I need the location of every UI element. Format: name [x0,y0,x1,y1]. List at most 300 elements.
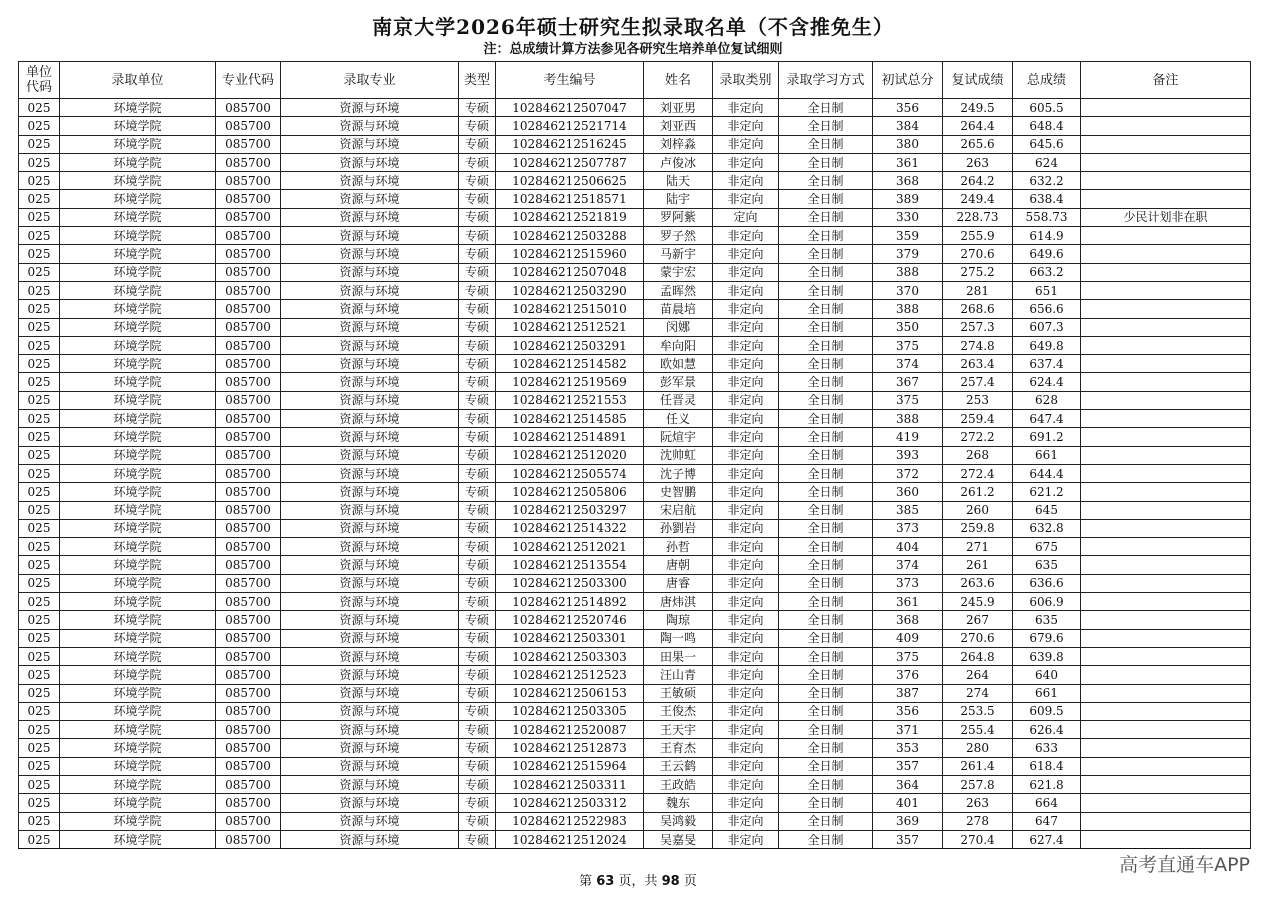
cell-unit-code: 025 [19,684,60,702]
table-row [19,830,1251,848]
cell-candidate-number: 102846212503312 [496,794,644,812]
cell-admission-category: 非定向 [713,355,779,373]
cell-admission-unit: 环境学院 [60,464,216,482]
cell-major: 资源与环境 [281,318,459,336]
cell-major-code: 085700 [216,666,281,684]
cell-initial-score: 359 [873,227,943,245]
cell-major-code: 085700 [216,611,281,629]
cell-major: 资源与环境 [281,593,459,611]
cell-initial-score: 375 [873,391,943,409]
cell-admission-unit: 环境学院 [60,593,216,611]
cell-admission-unit: 环境学院 [60,428,216,446]
cell-name: 任晋灵 [644,391,713,409]
cell-type: 专硕 [459,336,496,354]
header-major-code: 专业代码 [216,62,281,99]
cell-retest-score: 263 [943,153,1013,171]
table-row [19,117,1251,135]
cell-type: 专硕 [459,391,496,409]
table-row [19,190,1251,208]
cell-candidate-number: 102846212515964 [496,757,644,775]
table-row [19,684,1251,702]
cell-unit-code: 025 [19,117,60,135]
cell-major: 资源与环境 [281,355,459,373]
cell-name: 田果一 [644,647,713,665]
header-admission-unit: 录取单位 [60,62,216,99]
cell-total-score: 609.5 [1013,702,1081,720]
table-row [19,172,1251,190]
cell-remarks [1081,684,1251,702]
cell-unit-code: 025 [19,519,60,537]
cell-retest-score: 270.4 [943,830,1013,848]
cell-type: 专硕 [459,556,496,574]
cell-candidate-number: 102846212503305 [496,702,644,720]
cell-admission-category: 非定向 [713,172,779,190]
cell-initial-score: 373 [873,519,943,537]
cell-major-code: 085700 [216,99,281,117]
cell-initial-score: 387 [873,684,943,702]
cell-name: 彭军景 [644,373,713,391]
cell-major: 资源与环境 [281,483,459,501]
cell-total-score: 661 [1013,446,1081,464]
table-row [19,263,1251,281]
cell-type: 专硕 [459,775,496,793]
header-initial-score: 初试总分 [873,62,943,99]
cell-remarks [1081,410,1251,428]
cell-admission-unit: 环境学院 [60,830,216,848]
cell-name: 孙劉岩 [644,519,713,537]
cell-total-score: 621.2 [1013,483,1081,501]
table-row [19,281,1251,299]
cell-candidate-number: 102846212503303 [496,647,644,665]
cell-major: 资源与环境 [281,190,459,208]
cell-admission-category: 非定向 [713,336,779,354]
cell-initial-score: 356 [873,99,943,117]
cell-major: 资源与环境 [281,647,459,665]
cell-unit-code: 025 [19,373,60,391]
cell-remarks [1081,245,1251,263]
cell-remarks [1081,172,1251,190]
cell-name: 宋启航 [644,501,713,519]
cell-candidate-number: 102846212506153 [496,684,644,702]
cell-retest-score: 263.4 [943,355,1013,373]
cell-study-mode: 全日制 [779,208,873,226]
cell-admission-unit: 环境学院 [60,684,216,702]
cell-name: 罗子然 [644,227,713,245]
cell-type: 专硕 [459,300,496,318]
cell-retest-score: 264.2 [943,172,1013,190]
cell-major: 资源与环境 [281,446,459,464]
table-row [19,501,1251,519]
cell-name: 王天宇 [644,721,713,739]
cell-remarks [1081,611,1251,629]
header-candidate-number: 考生编号 [496,62,644,99]
cell-name: 孟晖然 [644,281,713,299]
table-row [19,556,1251,574]
cell-major-code: 085700 [216,117,281,135]
cell-remarks [1081,355,1251,373]
cell-total-score: 607.3 [1013,318,1081,336]
cell-admission-category: 非定向 [713,446,779,464]
cell-remarks [1081,428,1251,446]
cell-admission-category: 非定向 [713,739,779,757]
cell-unit-code: 025 [19,757,60,775]
watermark: 高考直通车APP [1119,854,1250,876]
cell-total-score: 664 [1013,794,1081,812]
header-remarks: 备注 [1081,62,1251,99]
cell-study-mode: 全日制 [779,794,873,812]
cell-admission-unit: 环境学院 [60,574,216,592]
cell-admission-category: 非定向 [713,464,779,482]
cell-unit-code: 025 [19,812,60,830]
cell-remarks [1081,794,1251,812]
cell-name: 吴嘉旻 [644,830,713,848]
cell-initial-score: 419 [873,428,943,446]
cell-major: 资源与环境 [281,117,459,135]
cell-type: 专硕 [459,684,496,702]
cell-admission-category: 非定向 [713,593,779,611]
cell-name: 沈帅虹 [644,446,713,464]
cell-study-mode: 全日制 [779,666,873,684]
cell-retest-score: 263.6 [943,574,1013,592]
cell-major-code: 085700 [216,812,281,830]
cell-total-score: 605.5 [1013,99,1081,117]
cell-retest-score: 263 [943,794,1013,812]
cell-name: 陆宇 [644,190,713,208]
table-row [19,300,1251,318]
table-row [19,410,1251,428]
cell-initial-score: 379 [873,245,943,263]
cell-major-code: 085700 [216,172,281,190]
cell-admission-category: 非定向 [713,501,779,519]
cell-retest-score: 268 [943,446,1013,464]
cell-candidate-number: 102846212503301 [496,629,644,647]
cell-type: 专硕 [459,702,496,720]
cell-remarks [1081,739,1251,757]
cell-study-mode: 全日制 [779,117,873,135]
cell-major: 资源与环境 [281,666,459,684]
cell-admission-category: 非定向 [713,373,779,391]
cell-total-score: 614.9 [1013,227,1081,245]
header-major: 录取专业 [281,62,459,99]
cell-candidate-number: 102846212512024 [496,830,644,848]
cell-major-code: 085700 [216,721,281,739]
cell-major: 资源与环境 [281,172,459,190]
cell-retest-score: 274 [943,684,1013,702]
cell-remarks [1081,757,1251,775]
cell-retest-score: 271 [943,538,1013,556]
cell-initial-score: 371 [873,721,943,739]
cell-major: 资源与环境 [281,227,459,245]
cell-total-score: 624 [1013,153,1081,171]
cell-unit-code: 025 [19,135,60,153]
cell-type: 专硕 [459,629,496,647]
cell-admission-category: 定向 [713,208,779,226]
cell-initial-score: 368 [873,172,943,190]
cell-major: 资源与环境 [281,99,459,117]
table-row [19,702,1251,720]
cell-major-code: 085700 [216,593,281,611]
cell-initial-score: 380 [873,135,943,153]
cell-type: 专硕 [459,483,496,501]
cell-study-mode: 全日制 [779,611,873,629]
table-row [19,775,1251,793]
cell-candidate-number: 102846212503311 [496,775,644,793]
cell-retest-score: 249.4 [943,190,1013,208]
cell-retest-score: 255.4 [943,721,1013,739]
cell-candidate-number: 102846212512523 [496,666,644,684]
cell-name: 王俊杰 [644,702,713,720]
table-row [19,647,1251,665]
cell-total-score: 606.9 [1013,593,1081,611]
cell-admission-unit: 环境学院 [60,245,216,263]
cell-remarks [1081,647,1251,665]
cell-admission-category: 非定向 [713,794,779,812]
cell-type: 专硕 [459,263,496,281]
cell-admission-unit: 环境学院 [60,794,216,812]
cell-initial-score: 374 [873,355,943,373]
page-suffix: 页 [683,874,697,889]
cell-type: 专硕 [459,611,496,629]
cell-study-mode: 全日制 [779,464,873,482]
cell-remarks [1081,336,1251,354]
cell-total-score: 691.2 [1013,428,1081,446]
cell-major-code: 085700 [216,135,281,153]
cell-retest-score: 264.8 [943,647,1013,665]
cell-admission-category: 非定向 [713,483,779,501]
header-study-mode: 录取学习方式 [779,62,873,99]
cell-admission-category: 非定向 [713,428,779,446]
cell-candidate-number: 102846212505806 [496,483,644,501]
cell-initial-score: 385 [873,501,943,519]
cell-admission-unit: 环境学院 [60,629,216,647]
cell-admission-category: 非定向 [713,556,779,574]
cell-retest-score: 257.4 [943,373,1013,391]
cell-study-mode: 全日制 [779,775,873,793]
cell-admission-unit: 环境学院 [60,117,216,135]
cell-initial-score: 357 [873,757,943,775]
cell-remarks [1081,556,1251,574]
cell-major-code: 085700 [216,208,281,226]
cell-admission-unit: 环境学院 [60,153,216,171]
cell-type: 专硕 [459,757,496,775]
cell-candidate-number: 102846212512521 [496,318,644,336]
cell-type: 专硕 [459,135,496,153]
cell-unit-code: 025 [19,355,60,373]
cell-name: 王敏硕 [644,684,713,702]
cell-remarks [1081,702,1251,720]
table-row [19,336,1251,354]
cell-major-code: 085700 [216,501,281,519]
cell-unit-code: 025 [19,281,60,299]
cell-candidate-number: 102846212520087 [496,721,644,739]
cell-study-mode: 全日制 [779,538,873,556]
cell-type: 专硕 [459,830,496,848]
cell-study-mode: 全日制 [779,135,873,153]
cell-study-mode: 全日制 [779,227,873,245]
cell-type: 专硕 [459,647,496,665]
cell-retest-score: 257.8 [943,775,1013,793]
cell-major-code: 085700 [216,190,281,208]
cell-initial-score: 364 [873,775,943,793]
cell-retest-score: 255.9 [943,227,1013,245]
cell-candidate-number: 102846212518571 [496,190,644,208]
cell-candidate-number: 102846212514322 [496,519,644,537]
cell-major: 资源与环境 [281,300,459,318]
cell-candidate-number: 102846212519569 [496,373,644,391]
cell-remarks [1081,593,1251,611]
cell-candidate-number: 102846212521819 [496,208,644,226]
cell-total-score: 644.4 [1013,464,1081,482]
cell-name: 刘梓淼 [644,135,713,153]
cell-type: 专硕 [459,208,496,226]
cell-admission-category: 非定向 [713,410,779,428]
cell-total-score: 647 [1013,812,1081,830]
header-admission-category: 录取类别 [713,62,779,99]
cell-retest-score: 245.9 [943,593,1013,611]
cell-total-score: 661 [1013,684,1081,702]
page-prefix: 第 [579,874,593,889]
cell-admission-unit: 环境学院 [60,501,216,519]
cell-initial-score: 361 [873,153,943,171]
cell-admission-unit: 环境学院 [60,172,216,190]
cell-total-score: 637.4 [1013,355,1081,373]
cell-admission-unit: 环境学院 [60,666,216,684]
cell-major: 资源与环境 [281,574,459,592]
cell-name: 汪山青 [644,666,713,684]
cell-candidate-number: 102846212514582 [496,355,644,373]
cell-candidate-number: 102846212516245 [496,135,644,153]
cell-name: 苗晨培 [644,300,713,318]
cell-major: 资源与环境 [281,556,459,574]
cell-major: 资源与环境 [281,629,459,647]
cell-major-code: 085700 [216,830,281,848]
cell-candidate-number: 102846212521714 [496,117,644,135]
table-row [19,666,1251,684]
cell-candidate-number: 102846212512873 [496,739,644,757]
cell-remarks [1081,464,1251,482]
table-row [19,464,1251,482]
cell-total-score: 649.6 [1013,245,1081,263]
cell-admission-category: 非定向 [713,99,779,117]
cell-study-mode: 全日制 [779,483,873,501]
table-row [19,629,1251,647]
cell-retest-score: 249.5 [943,99,1013,117]
table-row [19,519,1251,537]
cell-initial-score: 384 [873,117,943,135]
cell-admission-category: 非定向 [713,519,779,537]
cell-major: 资源与环境 [281,281,459,299]
cell-admission-category: 非定向 [713,812,779,830]
cell-unit-code: 025 [19,428,60,446]
cell-name: 蒙宇宏 [644,263,713,281]
table-row [19,208,1251,226]
cell-study-mode: 全日制 [779,318,873,336]
cell-unit-code: 025 [19,775,60,793]
cell-admission-unit: 环境学院 [60,812,216,830]
cell-type: 专硕 [459,794,496,812]
cell-name: 吴鸿毅 [644,812,713,830]
cell-type: 专硕 [459,739,496,757]
cell-retest-score: 261.2 [943,483,1013,501]
cell-total-score: 632.2 [1013,172,1081,190]
cell-unit-code: 025 [19,391,60,409]
cell-retest-score: 259.8 [943,519,1013,537]
cell-initial-score: 372 [873,464,943,482]
cell-admission-unit: 环境学院 [60,519,216,537]
cell-admission-category: 非定向 [713,300,779,318]
cell-admission-unit: 环境学院 [60,611,216,629]
cell-candidate-number: 102846212514585 [496,410,644,428]
table-row [19,812,1251,830]
cell-type: 专硕 [459,281,496,299]
table-row [19,611,1251,629]
cell-type: 专硕 [459,117,496,135]
cell-initial-score: 374 [873,556,943,574]
cell-admission-unit: 环境学院 [60,556,216,574]
cell-type: 专硕 [459,464,496,482]
cell-candidate-number: 102846212505574 [496,464,644,482]
cell-unit-code: 025 [19,263,60,281]
cell-admission-unit: 环境学院 [60,135,216,153]
page-footer [0,874,1276,890]
cell-study-mode: 全日制 [779,629,873,647]
cell-admission-unit: 环境学院 [60,775,216,793]
cell-unit-code: 025 [19,464,60,482]
cell-unit-code: 025 [19,483,60,501]
cell-major: 资源与环境 [281,757,459,775]
cell-name: 陶琼 [644,611,713,629]
cell-total-score: 640 [1013,666,1081,684]
cell-name: 唐炜淇 [644,593,713,611]
cell-candidate-number: 102846212512021 [496,538,644,556]
cell-major-code: 085700 [216,464,281,482]
cell-admission-category: 非定向 [713,190,779,208]
cell-initial-score: 404 [873,538,943,556]
cell-type: 专硕 [459,227,496,245]
cell-candidate-number: 102846212514891 [496,428,644,446]
table-row [19,446,1251,464]
cell-remarks [1081,538,1251,556]
cell-candidate-number: 102846212503290 [496,281,644,299]
cell-major-code: 085700 [216,702,281,720]
cell-major-code: 085700 [216,684,281,702]
cell-retest-score: 253.5 [943,702,1013,720]
cell-unit-code: 025 [19,501,60,519]
cell-major: 资源与环境 [281,721,459,739]
cell-remarks [1081,775,1251,793]
cell-type: 专硕 [459,593,496,611]
cell-major-code: 085700 [216,483,281,501]
header-total-score: 总成绩 [1013,62,1081,99]
cell-major: 资源与环境 [281,519,459,537]
cell-unit-code: 025 [19,300,60,318]
cell-initial-score: 401 [873,794,943,812]
cell-name: 陶一鸣 [644,629,713,647]
cell-admission-category: 非定向 [713,263,779,281]
cell-admission-unit: 环境学院 [60,263,216,281]
cell-study-mode: 全日制 [779,647,873,665]
cell-retest-score: 264 [943,666,1013,684]
cell-total-score: 626.4 [1013,721,1081,739]
cell-initial-score: 388 [873,263,943,281]
cell-candidate-number: 102846212507048 [496,263,644,281]
cell-study-mode: 全日制 [779,300,873,318]
cell-retest-score: 272.4 [943,464,1013,482]
cell-major-code: 085700 [216,245,281,263]
cell-major: 资源与环境 [281,410,459,428]
header-unit-code: 单位代码 [19,62,60,99]
cell-initial-score: 376 [873,666,943,684]
